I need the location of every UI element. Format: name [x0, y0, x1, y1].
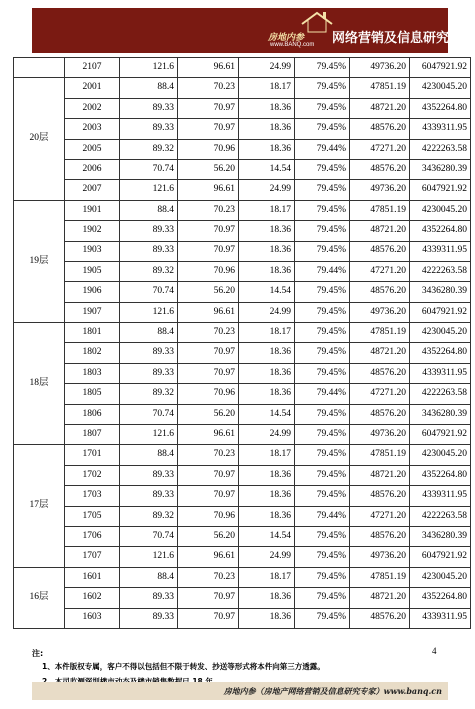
- table-cell: 47271.20: [350, 506, 410, 526]
- table-cell: 79.45%: [295, 302, 350, 322]
- table-cell: 79.45%: [295, 58, 350, 78]
- table-cell: 70.97: [178, 465, 239, 485]
- table-cell: 48576.20: [350, 404, 410, 424]
- table-cell: 1803: [65, 363, 120, 383]
- table-cell: 18.17: [239, 78, 295, 98]
- table-cell: 4352264.80: [410, 221, 471, 241]
- table-cell: 96.61: [178, 547, 239, 567]
- table-cell: 1902: [65, 221, 120, 241]
- table-cell: 79.45%: [295, 98, 350, 118]
- table-cell: 89.33: [120, 119, 178, 139]
- table-row: [14, 221, 471, 241]
- table-cell: 6047921.92: [410, 425, 471, 445]
- table-cell: 14.54: [239, 526, 295, 546]
- table-cell: 1702: [65, 465, 120, 485]
- table-cell: 79.45%: [295, 608, 350, 628]
- header-banner: [32, 8, 475, 53]
- table-cell: 1801: [65, 323, 120, 343]
- table-cell: 70.23: [178, 445, 239, 465]
- table-cell: 18.36: [239, 261, 295, 281]
- table-cell: 4339311.95: [410, 608, 471, 628]
- table-cell: 121.6: [120, 425, 178, 445]
- table-cell: 70.23: [178, 200, 239, 220]
- table-cell: 89.33: [120, 363, 178, 383]
- floor-label: 16层: [14, 567, 65, 628]
- table-cell: 70.96: [178, 261, 239, 281]
- table-cell: 4222263.58: [410, 261, 471, 281]
- table-cell: 1701: [65, 445, 120, 465]
- table-cell: 79.45%: [295, 567, 350, 587]
- table-cell: 121.6: [120, 58, 178, 78]
- table-cell: 18.36: [239, 241, 295, 261]
- table-cell: 24.99: [239, 547, 295, 567]
- table-cell: 4230045.20: [410, 78, 471, 98]
- table-cell: 14.54: [239, 282, 295, 302]
- table-cell: 4222263.58: [410, 384, 471, 404]
- table-cell: 70.97: [178, 98, 239, 118]
- note-copyright: 1、本件版权专属，客户不得以包括但不限于转发、抄送等形式将本件向第三方透露。: [42, 662, 325, 671]
- table-row: [14, 261, 471, 281]
- table-row: [14, 384, 471, 404]
- table-cell: 70.74: [120, 526, 178, 546]
- table-cell: 1901: [65, 200, 120, 220]
- table-cell: 121.6: [120, 302, 178, 322]
- table-cell: 96.61: [178, 425, 239, 445]
- table-cell: 79.45%: [295, 78, 350, 98]
- floor-label: 17层: [14, 445, 65, 567]
- table-cell: 3436280.39: [410, 159, 471, 179]
- table-cell: 1802: [65, 343, 120, 363]
- table-cell: 48576.20: [350, 363, 410, 383]
- table-cell: 1906: [65, 282, 120, 302]
- table-cell: 4339311.95: [410, 119, 471, 139]
- table-row: [14, 323, 471, 343]
- table-row: [14, 98, 471, 118]
- table-cell: 4352264.80: [410, 588, 471, 608]
- table-cell: 79.45%: [295, 241, 350, 261]
- table-row: [14, 119, 471, 139]
- table-row: [14, 241, 471, 261]
- floor-label: 18层: [14, 323, 65, 445]
- table-row: [14, 404, 471, 424]
- table-cell: 56.20: [178, 282, 239, 302]
- table-cell: 18.36: [239, 139, 295, 159]
- table-cell: 4339311.95: [410, 241, 471, 261]
- table-cell: 79.45%: [295, 526, 350, 546]
- table-cell: 89.33: [120, 588, 178, 608]
- table-cell: 56.20: [178, 404, 239, 424]
- table-cell: 1707: [65, 547, 120, 567]
- table-cell: 1602: [65, 588, 120, 608]
- table-cell: 18.36: [239, 221, 295, 241]
- table-cell: 18.36: [239, 465, 295, 485]
- table-cell: 2107: [65, 58, 120, 78]
- table-cell: 2002: [65, 98, 120, 118]
- table-cell: 48721.20: [350, 465, 410, 485]
- table-cell: 89.33: [120, 98, 178, 118]
- table-cell: 1805: [65, 384, 120, 404]
- table-row: [14, 588, 471, 608]
- table-cell: 1905: [65, 261, 120, 281]
- table-cell: 79.45%: [295, 465, 350, 485]
- table-cell: 56.20: [178, 526, 239, 546]
- table-cell: 24.99: [239, 58, 295, 78]
- table-cell: 88.4: [120, 200, 178, 220]
- table-row: [14, 363, 471, 383]
- table-cell: 79.45%: [295, 363, 350, 383]
- table-row: [14, 343, 471, 363]
- table-cell: 79.45%: [295, 200, 350, 220]
- table-cell: 18.17: [239, 567, 295, 587]
- table-cell: 89.32: [120, 139, 178, 159]
- table-cell: 2001: [65, 78, 120, 98]
- header-slogan: 网络营销及信息研究专家: [332, 31, 475, 46]
- brand-site: www.BANQ.com: [270, 42, 315, 48]
- table-cell: 89.33: [120, 608, 178, 628]
- table-cell: 48576.20: [350, 486, 410, 506]
- floor-label: 19层: [14, 200, 65, 322]
- table-cell: 6047921.92: [410, 180, 471, 200]
- table-cell: 18.36: [239, 486, 295, 506]
- table-row: [14, 547, 471, 567]
- table-cell: 48576.20: [350, 526, 410, 546]
- table-cell: 6047921.92: [410, 58, 471, 78]
- table-row: [14, 506, 471, 526]
- sales-table: [13, 57, 471, 629]
- table-cell: 48721.20: [350, 221, 410, 241]
- page-number: 4: [432, 646, 437, 656]
- table-cell: 89.32: [120, 384, 178, 404]
- table-cell: 47851.19: [350, 323, 410, 343]
- table-cell: 49736.20: [350, 302, 410, 322]
- table-cell: 70.23: [178, 567, 239, 587]
- table-row: [14, 608, 471, 628]
- table-cell: 89.33: [120, 465, 178, 485]
- table-row: [14, 567, 471, 587]
- table-cell: 18.36: [239, 588, 295, 608]
- table-cell: 3436280.39: [410, 404, 471, 424]
- table-row: [14, 282, 471, 302]
- table-cell: 79.45%: [295, 425, 350, 445]
- table-cell: 70.97: [178, 221, 239, 241]
- table-row: [14, 200, 471, 220]
- table-cell: 47271.20: [350, 261, 410, 281]
- table-cell: 70.96: [178, 384, 239, 404]
- table-cell: 89.32: [120, 506, 178, 526]
- table-cell: 70.23: [178, 78, 239, 98]
- table-cell: 1903: [65, 241, 120, 261]
- table-cell: 79.44%: [295, 261, 350, 281]
- table-cell: 70.97: [178, 119, 239, 139]
- table-cell: 18.17: [239, 200, 295, 220]
- table-cell: 48576.20: [350, 608, 410, 628]
- table-row: [14, 465, 471, 485]
- table-cell: 49736.20: [350, 180, 410, 200]
- table-cell: 4230045.20: [410, 567, 471, 587]
- table-cell: 4339311.95: [410, 363, 471, 383]
- table-cell: 79.45%: [295, 159, 350, 179]
- table-cell: 89.33: [120, 241, 178, 261]
- table-cell: 4352264.80: [410, 98, 471, 118]
- table-cell: 24.99: [239, 425, 295, 445]
- table-cell: 4222263.58: [410, 139, 471, 159]
- table-cell: 2003: [65, 119, 120, 139]
- table-cell: 49736.20: [350, 547, 410, 567]
- table-cell: 88.4: [120, 445, 178, 465]
- table-cell: 70.97: [178, 588, 239, 608]
- table-cell: 47851.19: [350, 445, 410, 465]
- floor-cell: [14, 58, 65, 78]
- table-row: [14, 302, 471, 322]
- table-cell: 4230045.20: [410, 445, 471, 465]
- table-cell: 79.45%: [295, 343, 350, 363]
- table-cell: 48721.20: [350, 98, 410, 118]
- table-cell: 1703: [65, 486, 120, 506]
- table-cell: 18.36: [239, 506, 295, 526]
- table-cell: 4352264.80: [410, 465, 471, 485]
- table-cell: 4222263.58: [410, 506, 471, 526]
- notes-heading: 注:: [32, 649, 44, 658]
- table-cell: 1705: [65, 506, 120, 526]
- table-cell: 48576.20: [350, 119, 410, 139]
- table-cell: 47851.19: [350, 567, 410, 587]
- table-cell: 79.45%: [295, 221, 350, 241]
- table-cell: 79.45%: [295, 323, 350, 343]
- table-cell: 18.36: [239, 343, 295, 363]
- table-cell: 79.44%: [295, 506, 350, 526]
- table-row: [14, 180, 471, 200]
- table-row: [14, 159, 471, 179]
- table-cell: 18.36: [239, 98, 295, 118]
- table-cell: 48576.20: [350, 159, 410, 179]
- table-cell: 2007: [65, 180, 120, 200]
- table-cell: 4339311.95: [410, 486, 471, 506]
- table-cell: 79.45%: [295, 445, 350, 465]
- footer-brand: 房地内参（房地产网络营销及信息研究专家）www.banq.cn: [223, 686, 442, 696]
- table-cell: 3436280.39: [410, 526, 471, 546]
- table-cell: 48721.20: [350, 343, 410, 363]
- table-cell: 49736.20: [350, 425, 410, 445]
- table-cell: 89.32: [120, 261, 178, 281]
- table-row: [14, 445, 471, 465]
- table-cell: 6047921.92: [410, 302, 471, 322]
- table-cell: 96.61: [178, 58, 239, 78]
- table-cell: 70.97: [178, 241, 239, 261]
- footer-bar: [32, 682, 448, 700]
- table-cell: 70.97: [178, 486, 239, 506]
- table-cell: 79.45%: [295, 119, 350, 139]
- table-cell: 4352264.80: [410, 343, 471, 363]
- table-cell: 121.6: [120, 180, 178, 200]
- table-cell: 4230045.20: [410, 323, 471, 343]
- table-cell: 4230045.20: [410, 200, 471, 220]
- table-cell: 79.45%: [295, 486, 350, 506]
- table-cell: 70.96: [178, 139, 239, 159]
- table-cell: 70.74: [120, 404, 178, 424]
- table-cell: 79.45%: [295, 180, 350, 200]
- table-cell: 6047921.92: [410, 547, 471, 567]
- table-cell: 88.4: [120, 78, 178, 98]
- table-cell: 70.96: [178, 506, 239, 526]
- table-cell: 1601: [65, 567, 120, 587]
- table-row: [14, 58, 471, 78]
- table-cell: 79.45%: [295, 282, 350, 302]
- table-cell: 1603: [65, 608, 120, 628]
- table-row: [14, 425, 471, 445]
- table-cell: 89.33: [120, 343, 178, 363]
- table-cell: 88.4: [120, 323, 178, 343]
- table-cell: 2006: [65, 159, 120, 179]
- table-cell: 2005: [65, 139, 120, 159]
- table-body: [14, 58, 471, 629]
- table-cell: 70.97: [178, 608, 239, 628]
- table-row: [14, 486, 471, 506]
- table-row: [14, 78, 471, 98]
- table-row: [14, 526, 471, 546]
- table-cell: 48721.20: [350, 588, 410, 608]
- table-cell: 18.17: [239, 445, 295, 465]
- table-cell: 18.17: [239, 323, 295, 343]
- table-row: [14, 139, 471, 159]
- table-cell: 24.99: [239, 180, 295, 200]
- table-cell: 89.33: [120, 221, 178, 241]
- table-cell: 79.44%: [295, 384, 350, 404]
- table-cell: 47271.20: [350, 384, 410, 404]
- table-cell: 1807: [65, 425, 120, 445]
- table-cell: 1806: [65, 404, 120, 424]
- table-cell: 1907: [65, 302, 120, 322]
- table-cell: 56.20: [178, 159, 239, 179]
- table-cell: 96.61: [178, 180, 239, 200]
- table-cell: 70.97: [178, 363, 239, 383]
- table-cell: 70.23: [178, 323, 239, 343]
- table-cell: 49736.20: [350, 58, 410, 78]
- table-cell: 79.44%: [295, 139, 350, 159]
- table-cell: 14.54: [239, 404, 295, 424]
- table-cell: 70.74: [120, 159, 178, 179]
- table-cell: 47271.20: [350, 139, 410, 159]
- table-cell: 79.45%: [295, 404, 350, 424]
- table-cell: 47851.19: [350, 200, 410, 220]
- floor-label: 20层: [14, 78, 65, 200]
- table-cell: 3436280.39: [410, 282, 471, 302]
- table-cell: 18.36: [239, 119, 295, 139]
- table-cell: 18.36: [239, 608, 295, 628]
- brand-name: 房地内参: [268, 32, 305, 42]
- table-cell: 70.74: [120, 282, 178, 302]
- table-cell: 48576.20: [350, 282, 410, 302]
- table-cell: 1706: [65, 526, 120, 546]
- table-cell: 24.99: [239, 302, 295, 322]
- table-cell: 47851.19: [350, 78, 410, 98]
- table-cell: 88.4: [120, 567, 178, 587]
- table-cell: 18.36: [239, 363, 295, 383]
- table-cell: 79.45%: [295, 588, 350, 608]
- table-cell: 14.54: [239, 159, 295, 179]
- table-cell: 70.97: [178, 343, 239, 363]
- table-cell: 79.45%: [295, 547, 350, 567]
- table-cell: 48576.20: [350, 241, 410, 261]
- table-cell: 121.6: [120, 547, 178, 567]
- table-cell: 96.61: [178, 302, 239, 322]
- house-roof-icon: [300, 10, 334, 34]
- table-cell: 18.36: [239, 384, 295, 404]
- table-cell: 89.33: [120, 486, 178, 506]
